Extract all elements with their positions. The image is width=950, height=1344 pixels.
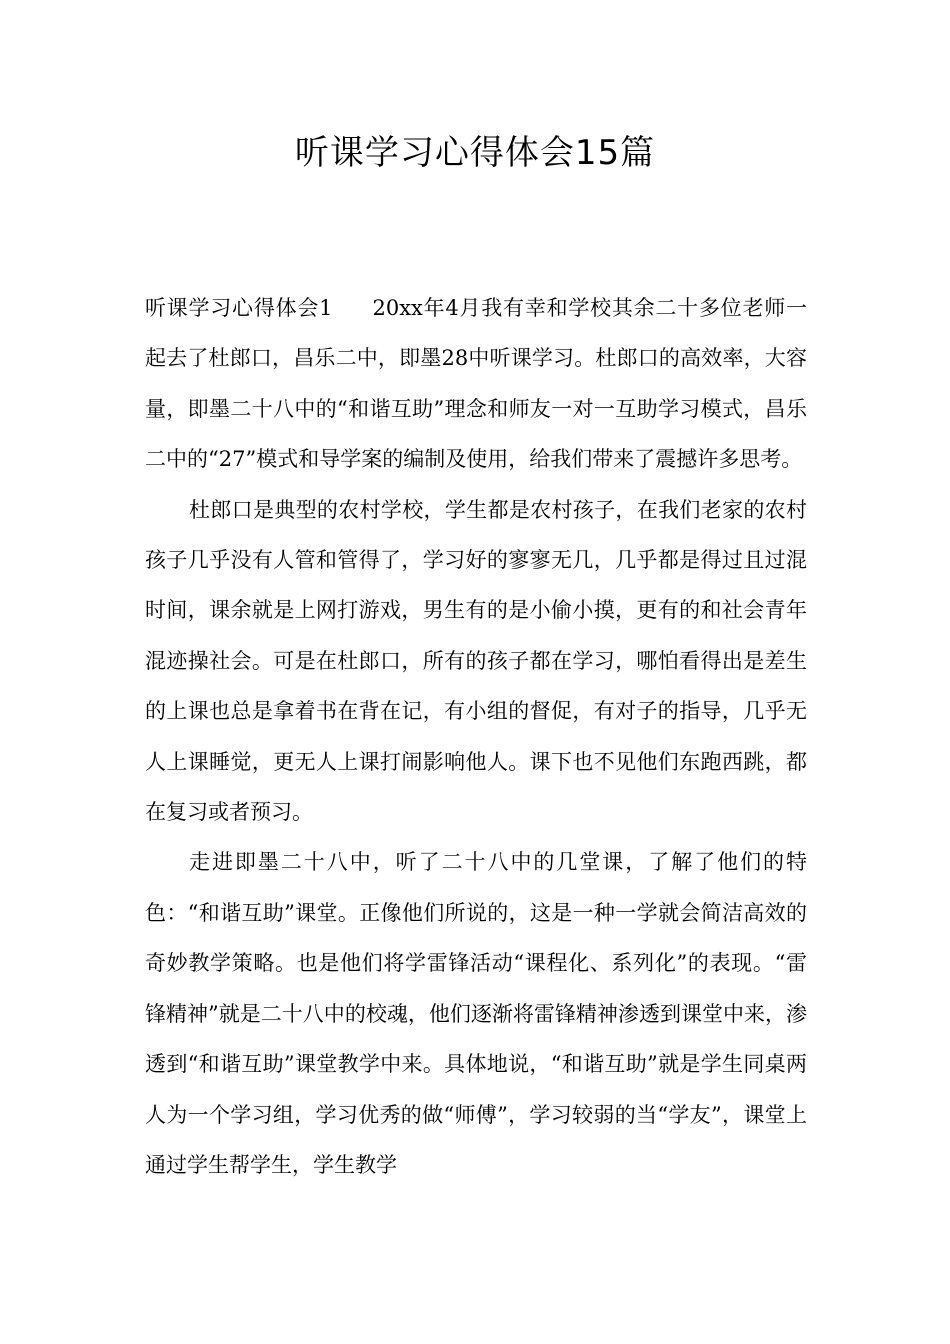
paragraph-1 xyxy=(145,283,807,485)
document-body xyxy=(145,283,807,1190)
document-title: 听课学习心得体会15篇 xyxy=(294,133,656,173)
paragraph-text: 20xx年4月我有幸和学校其余二十多位老师一起去了杜郎口，昌乐二中，即墨28中听课学习。杜郎口的高效率，大容量，即墨二十八中的“和谐互助”理念和师友一对一互助学习模式，昌乐二中的“27”模式和导学案的编制及使用，给我们带来了震撼许多思考。 xyxy=(145,296,807,472)
paragraph-3: 走进即墨二十八中，听了二十八中的几堂课，了解了他们的特色：“和谐互助”课堂。正像他们所说的，这是一种一学就会简洁高效的奇妙教学策略。也是他们将学雷锋活动“课程化、系列化”的表现。“雷锋精神”就是二十八中的校魂，他们逐渐将雷锋精神渗透到课堂中来，渗透到“和谐互助”课堂教学中来。具体地说，“和谐互助”就是学生同桌两人为一个学习组，学习优秀的做“师傅”，学习较弱的当“学友”，课堂上通过学生帮学生，学生教学 xyxy=(145,850,807,1177)
paragraph-2: 杜郎口是典型的农村学校，学生都是农村孩子，在我们老家的农村孩子几乎没有人管和管得了，学习好的寥寥无几，几乎都是得过且过混时间，课余就是上网打游戏，男生有的是小偷小摸，更有的和社会青年混迹操社会。可是在杜郎口，所有的孩子都在学习，哪怕看得出是差生的上课也总是拿着书在背在记，有小组的督促，有对子的指导，几乎无人上课睡觉，更无人上课打闹影响他人。课下也不见他们东跑西跳，都在复习或者预习。 xyxy=(145,497,807,825)
section-heading: 听课学习心得体会1 xyxy=(145,296,333,320)
